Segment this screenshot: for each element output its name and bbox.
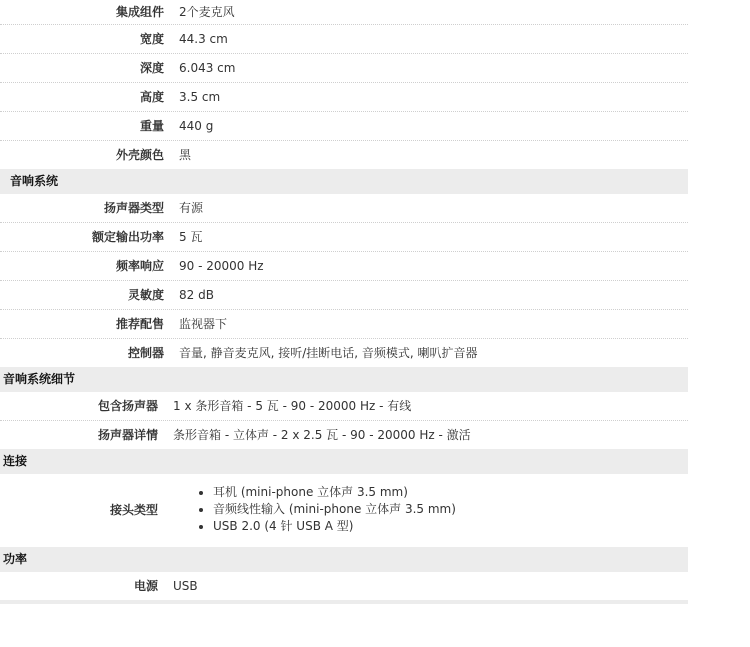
section-header-audio-detail: 音响系统细节 <box>0 367 688 392</box>
spec-label: 接头类型 <box>109 503 158 517</box>
spec-row-frequency-response <box>0 252 688 281</box>
spec-row-speaker-details <box>0 421 688 449</box>
spec-row-rated-power <box>0 223 688 252</box>
spec-row-power-source <box>0 572 688 600</box>
spec-label: 深度 <box>139 61 164 75</box>
spec-value: 监视器下 <box>179 317 228 331</box>
spec-label: 电源 <box>133 579 158 593</box>
section-header-connection: 连接 <box>0 449 688 474</box>
spec-label: 控制器 <box>127 346 164 360</box>
list-item: • 音频线性输入 (mini-phone 立体声 3.5 mm) <box>213 501 456 518</box>
spec-value: 82 dB <box>179 288 214 302</box>
spec-value: 有源 <box>179 201 204 215</box>
table-end-bar <box>0 600 688 604</box>
spec-label: 宽度 <box>139 32 164 46</box>
list-item: • 耳机 (mini-phone 立体声 3.5 mm) <box>213 484 456 501</box>
spec-value: 音量, 静音麦克风, 接听/挂断电话, 音频模式, 喇叭扩音器 <box>179 346 478 360</box>
spec-value: 44.3 cm <box>179 32 228 46</box>
spec-value: USB <box>173 579 198 593</box>
spec-label: 包含扬声器 <box>97 399 158 413</box>
spec-label: 灵敏度 <box>127 288 164 302</box>
spec-label: 高度 <box>139 90 164 104</box>
spec-label: 集成组件 <box>115 5 164 19</box>
connector-list <box>173 484 456 535</box>
spec-row-recommended-placement <box>0 310 688 339</box>
spec-row-height <box>0 83 688 112</box>
spec-label: 扬声器详情 <box>97 428 158 442</box>
spec-value: 440 g <box>179 119 214 133</box>
spec-row-speaker-type <box>0 194 688 223</box>
spec-row-color <box>0 141 688 169</box>
spec-value: 6.043 cm <box>179 61 236 75</box>
spec-label: 重量 <box>139 119 164 133</box>
spec-label: 额定输出功率 <box>91 230 164 244</box>
spec-row-connector-type <box>0 474 688 547</box>
spec-value: 3.5 cm <box>179 90 221 104</box>
section-header-audio-system: 音响系统 <box>0 169 688 194</box>
spec-value: 2个麦克风 <box>179 5 235 19</box>
spec-label: 外壳颜色 <box>115 148 164 162</box>
spec-row-weight <box>0 112 688 141</box>
spec-row-depth <box>0 54 688 83</box>
spec-label: 频率响应 <box>115 259 164 273</box>
spec-value: 5 瓦 <box>179 230 203 244</box>
section-header-power: 功率 <box>0 547 688 572</box>
spec-row-sensitivity <box>0 281 688 310</box>
spec-value: 条形音箱 - 立体声 - 2 x 2.5 瓦 - 90 - 20000 Hz - 激活 <box>173 428 471 442</box>
spec-value: 1 x 条形音箱 - 5 瓦 - 90 - 20000 Hz - 有线 <box>173 399 412 413</box>
list-item: • USB 2.0 (4 针 USB A 型) <box>213 518 456 535</box>
spec-value: 90 - 20000 Hz <box>179 259 264 273</box>
spec-value: 黑 <box>179 148 192 162</box>
spec-label: 推荐配售 <box>115 317 164 331</box>
spec-row-width <box>0 25 688 54</box>
spec-row-components <box>0 0 688 25</box>
spec-row-included-speakers <box>0 392 688 421</box>
spec-label: 扬声器类型 <box>103 201 164 215</box>
spec-row-controls <box>0 339 688 367</box>
